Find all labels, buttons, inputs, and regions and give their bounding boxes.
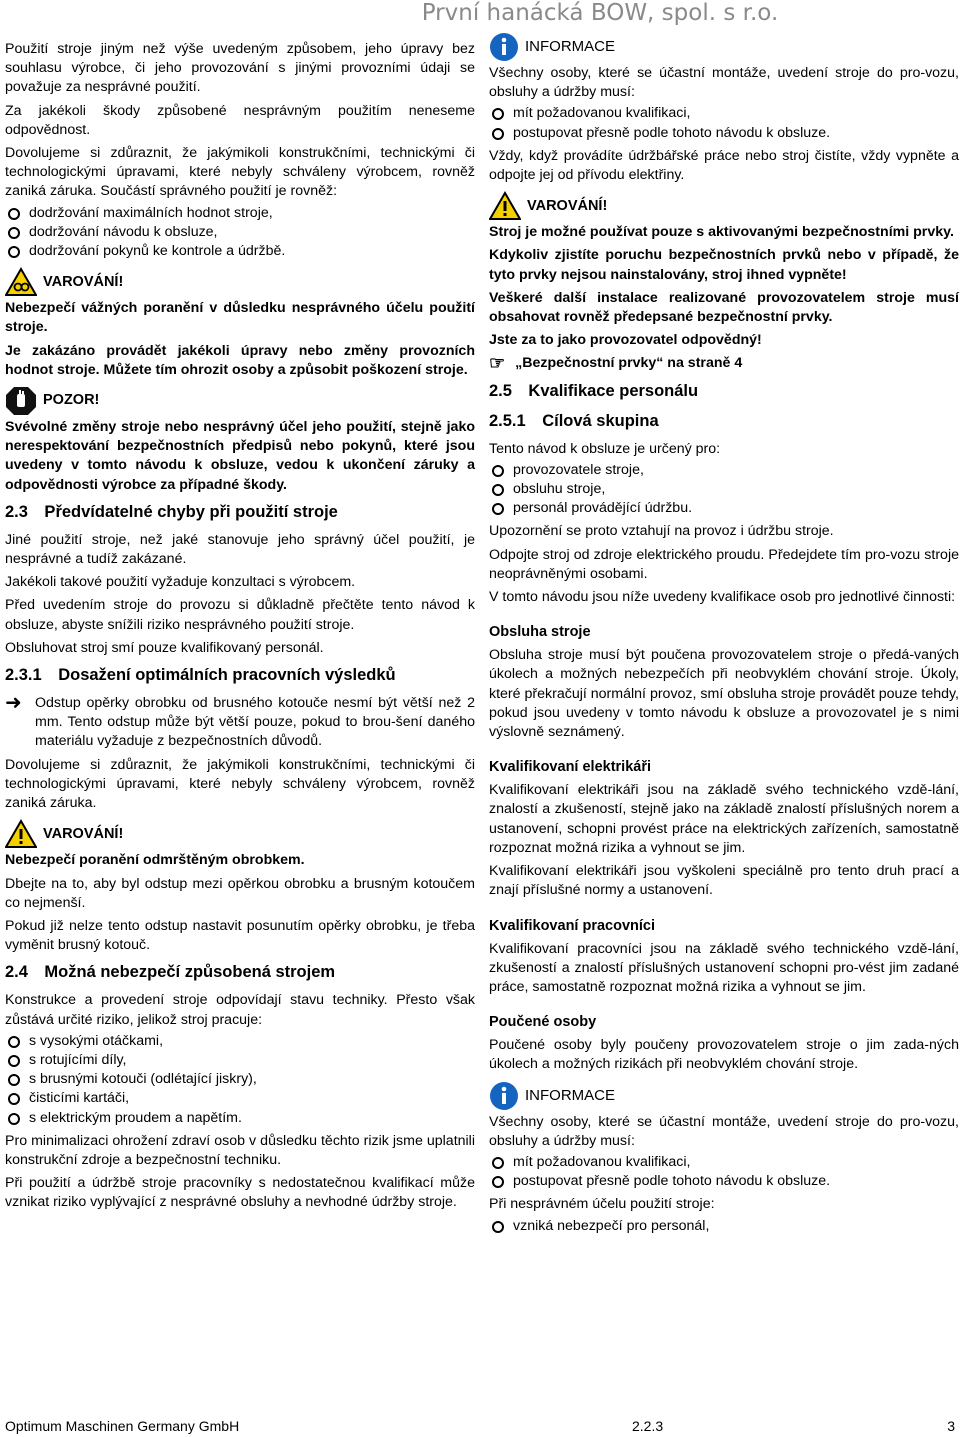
list-item: s vysokými otáčkami, [5,1032,475,1051]
list-item: dodržování návodu k obsluze, [5,223,475,242]
section-title: 2.3 Předvídatelné chyby při použití stroje [5,502,338,521]
hand-crush-warning-icon [5,267,37,297]
paragraph: Vždy, když provádíte údržbářské práce nebo stroj čistíte, vždy vypněte a odpojte jej od přívodu elektřiny. [489,147,959,184]
info-box [489,32,959,62]
warning-label: VAROVÁNÍ! [527,197,608,214]
footer [5,1417,955,1436]
subsection-title: 2.3.1 Dosažení optimálních pracovních výsledků [5,666,396,685]
section-title: 2.4 Možná nebezpečí způsobená strojem [5,963,336,982]
cross-reference[interactable] [489,354,959,373]
warning-box [489,191,959,221]
paragraph: Svévolné změny stroje nebo nesprávný účel jeho použití, stejně jako nerespektování bezpečnostních předpisů nebo pokynů, které jsou uvedeny v tomto návodu k obsluze, vedou k ukončení záruky a odpovědnosti výrobce za případné škody. [5,419,475,493]
list-item: mít požadovanou kvalifikaci, [489,104,959,123]
subheading: Obsluha stroje [489,624,591,641]
paragraph: Obsluhovat stroj smí pouze kvalifikovaný personál. [5,639,324,656]
subheading: Kvalifikovaní elektrikáři [489,759,651,776]
paragraph: Nebezpečí vážných poranění v důsledku nesprávného účelu použití stroje. [5,300,475,336]
list-item: postupovat přesně podle tohoto návodu k obsluze. [489,124,959,143]
paragraph: Jakékoli takové použití vyžaduje konzultaci s výrobcem. [5,574,356,591]
footer-version: 2.2.3 [632,1418,664,1434]
paragraph: Tento návod k obsluze je určený pro: [489,440,721,457]
subheading: Kvalifikovaní pracovníci [489,917,656,934]
list-item: s elektrickým proudem a napětím. [5,1109,475,1128]
page-number: 3 [947,1418,955,1434]
info-icon [489,32,521,62]
info-label: INFORMACE [525,1086,615,1104]
paragraph: Při nesprávném účelu použití stroje: [489,1196,715,1213]
paragraph: Kvalifikovaní elektrikáři jsou vyškoleni speciálně pro tento druh prací a znají příslušné normy a ustanovení. [489,863,959,899]
subsection-title: 2.5.1 Cílová skupina [489,411,659,430]
warning-triangle-icon [5,819,37,849]
subheading: Poučené osoby [489,1014,597,1031]
left-column [5,40,475,1217]
paragraph: Odpojte stroj od zdroje elektrického proudu. Předejdete tím pro-vozu stroje neoprávněnými osobami. [489,546,959,582]
paragraph: Za jakékoli škody způsobené nesprávným použitím neneseme odpovědnost. [5,102,475,138]
list-item: s brusnými kotouči (odlétající jiskry), [5,1070,475,1089]
list-item: vzniká nebezpečí pro personál, [489,1217,959,1236]
paragraph: Pokud již nelze tento odstup nastavit posunutím opěrky obrobku, je třeba vyměnit brusný kotouč. [5,917,475,954]
list-item: postupovat přesně podle tohoto návodu k obsluze. [489,1172,959,1191]
hand-stop-icon [5,386,37,416]
paragraph: Kdykoliv zjistíte poruchu bezpečnostních prvků nebo v případě, že tyto prvky nejsou nainstalovány, stroj ihned vypněte! [489,247,959,283]
paragraph: Jste za to jako provozovatel odpovědný! [489,332,762,349]
paragraph: V tomto návodu jsou níže uvedeny kvalifikace osob pro jednotlivé činnosti: [489,589,956,606]
paragraph: Před uvedením stroje do provozu si důkladně přečtěte tento návod k obsluze, abyste snížili riziko nesprávného použití stroje. [5,597,475,633]
info-icon [489,1081,521,1111]
list-item: dodržování maximálních hodnot stroje, [5,204,475,223]
caution-box [5,386,475,416]
paragraph: Upozornění se proto vztahují na provoz i údržbu stroje. [489,523,834,540]
header-company: První hanácká BOW, spol. s r.o. [421,0,779,26]
list-item: čisticími kartáči, [5,1089,475,1108]
paragraph: Použití stroje jiným než výše uvedeným způsobem, jeho úpravy bez souhlasu výrobce, či jeho provozování s jinými provozními údaji se považuje za nesprávné použití. [5,41,475,96]
warning-box [5,819,475,849]
list-item: s rotujícími díly, [5,1051,475,1070]
paragraph: Stroj je možné používat pouze s aktivovanými bezpečnostními prvky. [489,224,954,241]
list-item: provozovatele stroje, [489,461,959,480]
warning-label: VAROVÁNÍ! [43,825,124,842]
list-item: personál provádějící údržbu. [489,499,959,518]
paragraph: Kvalifikovaní elektrikáři jsou na základě svého technického vzdě-lání, znalostí a zkušeností, stejně jako na základě znalostí příslušných norem a ustanovení, schopni provést práce na elektrických zařízeních, samostatně rozpoznat možná rizika a vyhnout se jim. [489,782,959,856]
info-box [489,1081,959,1111]
paragraph: Konstrukce a provedení stroje odpovídají stavu techniky. Přesto však zůstává určité riziko, jelikož stroj pracuje: [5,992,475,1028]
paragraph: Při použití a údržbě stroje pracovníky s nedostatečnou kvalifikací může vznikat riziko vyplývající z nesprávné obsluhy a nevhodné údržby stroje. [5,1175,475,1211]
paragraph: Je zakázáno provádět jakékoli úpravy nebo změny provozních hodnot stroje. Můžete tím ohrozit osoby a způsobit poškození stroje. [5,342,475,378]
arrow-note [5,694,475,752]
list-item: dodržování pokynů ke kontrole a údržbě. [5,242,475,261]
info-label: INFORMACE [525,38,615,56]
paragraph: Všechny osoby, které se účastní montáže, uvedení stroje do pro-vozu, obsluhy a údržby musí: [489,1113,959,1149]
list-item: mít požadovanou kvalifikaci, [489,1153,959,1172]
section-title: 2.5 Kvalifikace personálu [489,381,699,400]
right-column [489,40,959,1236]
paragraph: Dovolujeme si zdůraznit, že jakýmikoli konstrukčními, technickými či technologickými úpravami, které nebyly schváleny výrobcem, rovněž zaniká záruka. [5,756,475,812]
paragraph: Všechny osoby, které se účastní montáže, uvedení stroje do pro-vozu, obsluhy a údržby musí: [489,65,959,101]
paragraph: Obsluha stroje musí být poučena provozovatelem stroje o předá-vaných úkolech a možných nebezpečích při neobvyklém chování stroje. Úkoly, které překračují normální provoz, smí obsluha stroje provádět pouze tehdy, pokud jsou uvedeny v tomto návodu k obsluze a provozovatel je s nimi výslovně seznámený. [489,647,959,741]
paragraph: Nebezpečí poranění odmrštěným obrobkem. [5,852,305,869]
warning-box [5,267,475,297]
warning-triangle-icon [489,191,521,221]
paragraph: Kvalifikovaní pracovníci jsou na základě svého technického vzdě-lání, zkušeností a znalostí příslušných ustanovení schopni pro-vést jim zadané práce, samostatně rozpoznat možná rizika a vyhnout se jim. [489,940,959,995]
paragraph: Dovolujeme si zdůraznit, že jakýmikoli konstrukčními, technickými či technologickými úpravami, které nebyly schváleny výrobcem, rovněž zaniká záruka. Součástí správného použití je rovněž: [5,145,475,200]
arrow-right-icon: ➜ [5,692,22,715]
footer-company: Optimum Maschinen Germany GmbH [5,1418,240,1434]
paragraph: Pro minimalizaci ohrožení zdraví osob v důsledku těchto rizik jsme uplatnili konstrukční zdroje a bezpečnostní techniku. [5,1132,475,1168]
paragraph: Veškeré další instalace realizované provozovatelem stroje musí obsahovat rovněž předepsané bezpečnostní prvky. [489,289,959,326]
paragraph: Dbejte na to, aby byl odstup mezi opěrkou obrobku a brusným kotoučem co nejmenší. [5,875,475,911]
pointing-hand-icon: ☞ [489,353,506,374]
list-item: obsluhu stroje, [489,480,959,499]
paragraph: Jiné použití stroje, než jaké stanovuje jeho správný účel použití, je nesprávné a tudíž zakázané. [5,531,475,568]
arrow-note-text: Odstup opěrky obrobku od brusného kotouče nesmí být větší než 2 mm. Tento odstup může být větší pouze, pokud to brou-šení daného materiálu vyžaduje z bezpečnostních důvodů. [35,695,475,750]
warning-label: VAROVÁNÍ! [43,273,124,290]
caution-label: POZOR! [43,392,100,409]
cross-reference-text: „Bezpečnostní prvky“ na straně 4 [515,355,743,372]
paragraph: Poučené osoby byly poučeny provozovatelem stroje o jim zada-ných úkolech a možných rizikách při neobvyklém chování stroje. [489,1037,959,1073]
